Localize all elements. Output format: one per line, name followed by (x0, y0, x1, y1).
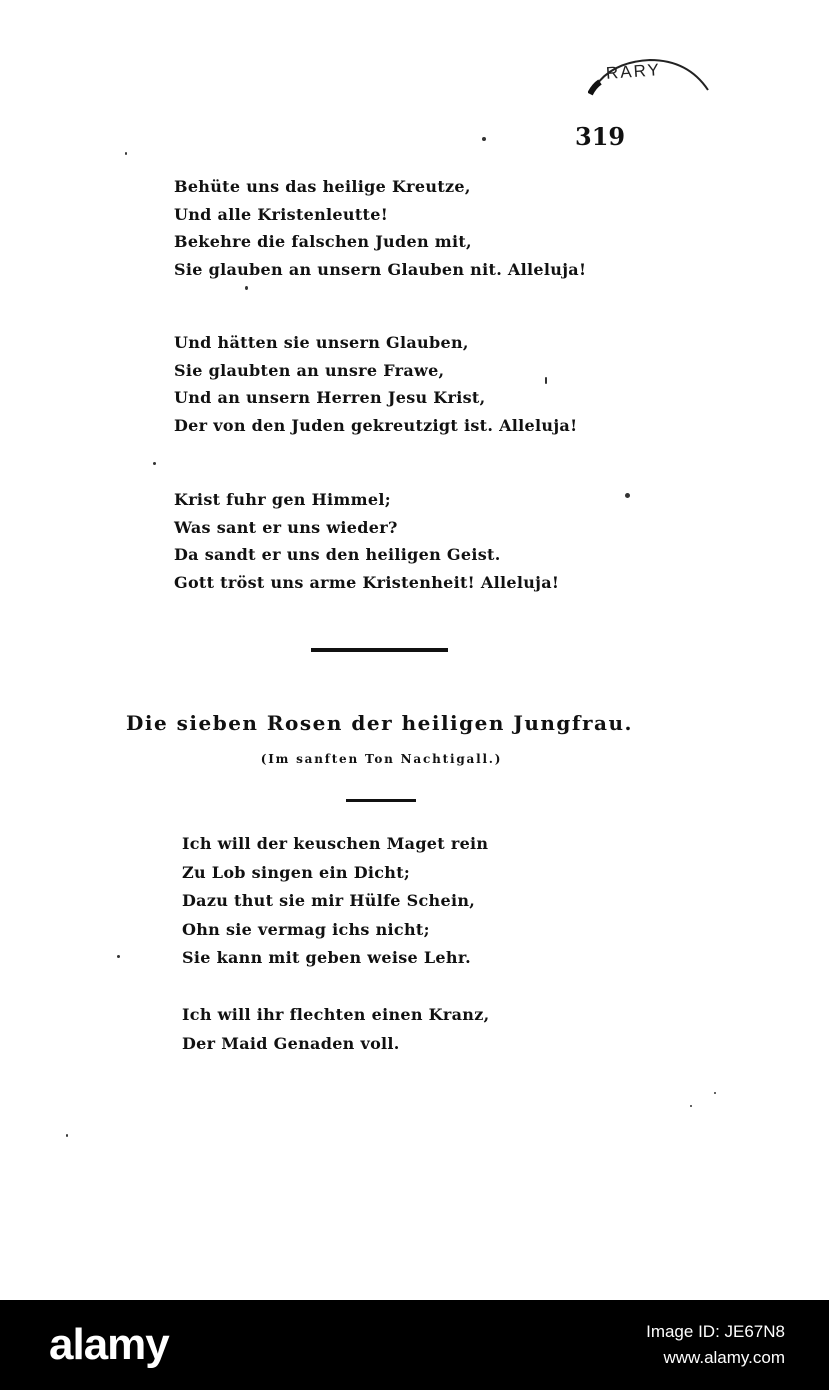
stanza-3 (174, 486, 559, 596)
stamp-text: RARY (605, 60, 662, 83)
print-speck (117, 955, 120, 958)
poem-title-text: Die sieben Rosen der heiligen Jungfrau. (126, 711, 633, 735)
watermark-bar (0, 1300, 829, 1390)
watermark-image-id: Image ID: JE67N8 (646, 1322, 785, 1341)
print-speck (66, 1134, 68, 1137)
print-speck (153, 462, 156, 465)
verse-line: Sie glaubten an unsre Frawe, (174, 360, 445, 380)
poem-subtitle (0, 752, 829, 766)
page-number: 319 (575, 122, 626, 151)
poem-stanza-2 (182, 1001, 489, 1058)
verse-line: Krist fuhr gen Himmel; (174, 490, 391, 509)
library-stamp (588, 56, 710, 96)
verse-line: Da sandt er uns den heiligen Geist. (174, 545, 501, 564)
section-divider (311, 648, 448, 652)
verse-line: Und alle Kristenleutte! (174, 204, 389, 224)
verse-line: Sie glauben an unsern Glauben nit. Alleluja! (174, 259, 587, 279)
stanza-1 (174, 173, 586, 283)
print-speck (625, 493, 630, 498)
verse-line: Ohn sie vermag ichs nicht; (182, 919, 430, 939)
print-speck (714, 1092, 716, 1094)
print-speck (125, 152, 127, 155)
verse-line: Und hätten sie unsern Glauben, (174, 333, 469, 352)
poem-subtitle-text: (Im sanften Ton Nachtigall.) (260, 752, 503, 766)
verse-line: Und an unsern Herren Jesu Krist, (174, 388, 486, 407)
verse-line: Sie kann mit geben weise Lehr. (182, 948, 471, 967)
verse-line: Was sant er uns wieder? (174, 517, 398, 537)
print-speck (245, 286, 248, 290)
verse-line: Bekehre die falschen Juden mit, (174, 232, 472, 251)
print-speck (482, 137, 486, 141)
poem-title (0, 711, 829, 735)
verse-line: Zu Lob singen ein Dicht; (182, 862, 411, 882)
watermark-logo: alamy (49, 1320, 169, 1369)
verse-line: Dazu thut sie mir Hülfe Schein, (182, 891, 476, 910)
verse-line: Der Maid Genaden voll. (182, 1033, 400, 1053)
poem-stanza-1 (182, 830, 488, 973)
stanza-2 (174, 329, 577, 439)
print-speck (545, 377, 547, 384)
print-speck (690, 1105, 692, 1107)
verse-line: Behüte uns das heilige Kreutze, (174, 177, 471, 196)
title-divider (346, 799, 416, 802)
watermark-url: www.alamy.com (663, 1348, 785, 1367)
verse-line: Gott tröst uns arme Kristenheit! Alleluja! (174, 572, 560, 592)
verse-line: Ich will ihr flechten einen Kranz, (182, 1005, 490, 1024)
verse-line: Der von den Juden gekreutzigt ist. Alleluja! (174, 415, 578, 435)
verse-line: Ich will der keuschen Maget rein (182, 834, 489, 853)
